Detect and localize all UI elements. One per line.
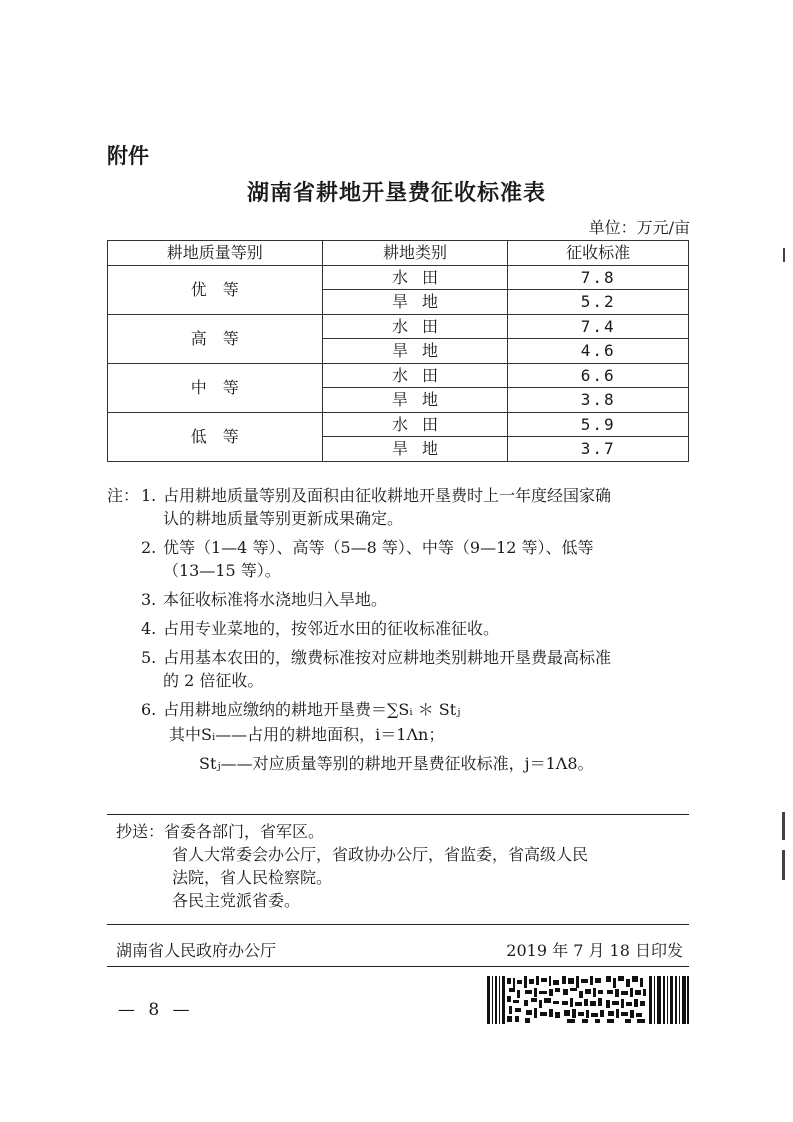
cc-line: 法院，省人民检察院。 [172,868,333,887]
barcode-image [487,976,689,1024]
cc-line: 省委各部门，省军区。 [164,822,325,841]
value-cell: 4.6 [508,339,689,364]
table-row [108,314,689,339]
note-item-2 [107,536,707,582]
scan-edge-mark [782,850,785,880]
header-type: 耕地类别 [322,241,508,266]
note-text: （13—15 等）。 [163,561,281,580]
value-cell: 7.4 [508,314,689,339]
type-cell: 旱地 [322,339,508,364]
note-item-4 [107,617,707,640]
type-cell: 旱地 [322,437,508,462]
type-cell: 旱地 [322,388,508,413]
formula-line-1: 其中Sᵢ——占用的耕地面积，i＝1Λn； [169,725,445,744]
scan-edge-mark [782,812,785,840]
grade-cell: 高等 [108,314,323,363]
scan-edge-mark [783,248,785,262]
value-cell: 3.7 [508,437,689,462]
note-number: 6. [141,700,157,719]
note-text: 占用专业菜地的，按邻近水田的征收标准征收。 [163,619,500,638]
cc-line: 各民主党派省委。 [172,891,301,910]
note-text: 占用耕地应缴纳的耕地开垦费＝∑Sᵢ ＊ Stⱼ [163,700,461,719]
type-cell: 水田 [322,363,508,388]
divider-top [107,814,689,815]
cc-label: 抄送： [116,822,165,841]
note-text: 认的耕地质量等别更新成果确定。 [163,509,404,528]
note-text: 占用基本农田的，缴费标准按对应耕地类别耕地开垦费最高标准 [163,648,612,667]
issuer-name: 湖南省人民政府办公厅 [116,941,277,960]
cc-line: 省人大常委会办公厅，省政协办公厅，省监委，省高级人民 [172,845,589,864]
fee-standard-table [107,240,689,462]
document-title: 湖南省耕地开垦费征收标准表 [246,181,546,206]
note-number: 4. [141,619,157,638]
value-cell: 3.8 [508,388,689,413]
note-text: 优等（1—4 等）、高等（5—8 等）、中等（9—12 等）、低等 [163,538,594,557]
divider-bottom [107,966,689,967]
page-number: — 8 — [118,1000,194,1020]
divider-middle [107,924,689,925]
unit-label: 单位：万元/亩 [588,218,690,237]
value-cell: 6.6 [508,363,689,388]
grade-cell: 优等 [108,265,323,314]
value-cell: 7.8 [508,265,689,290]
value-cell: 5.2 [508,290,689,315]
type-cell: 水田 [322,314,508,339]
table-row [108,265,689,290]
type-cell: 水田 [322,412,508,437]
table-header-row [108,241,689,266]
header-grade: 耕地质量等别 [108,241,323,266]
value-cell: 5.9 [508,412,689,437]
note-number: 3. [141,590,157,609]
header-standard: 征收标准 [508,241,689,266]
note-item-1 [107,484,707,530]
table-row [108,412,689,437]
notes-section [107,484,707,775]
note-number: 1. [141,486,157,505]
grade-cell: 中等 [108,363,323,412]
type-cell: 水田 [322,265,508,290]
note-item-5 [107,646,707,692]
cc-section [116,820,588,912]
note-item-3 [107,588,707,611]
note-item-6 [107,698,707,721]
note-number: 2. [141,538,157,557]
note-text: 占用耕地质量等别及面积由征收耕地开垦费时上一年度经国家确 [163,486,612,505]
notes-lead: 注： [107,486,140,505]
formula-line-2: Stⱼ——对应质量等别的耕地开垦费征收标准，j＝1Λ8。 [199,754,594,773]
table-row [108,363,689,388]
issue-date: 2019 年 7 月 18 日印发 [506,941,683,960]
note-number: 5. [141,648,157,667]
note-text: 本征收标准将水浇地归入旱地。 [163,590,388,609]
type-cell: 旱地 [322,290,508,315]
attachment-label: 附件 [107,144,149,168]
note-text: 的 2 倍征收。 [163,671,264,690]
grade-cell: 低等 [108,412,323,461]
